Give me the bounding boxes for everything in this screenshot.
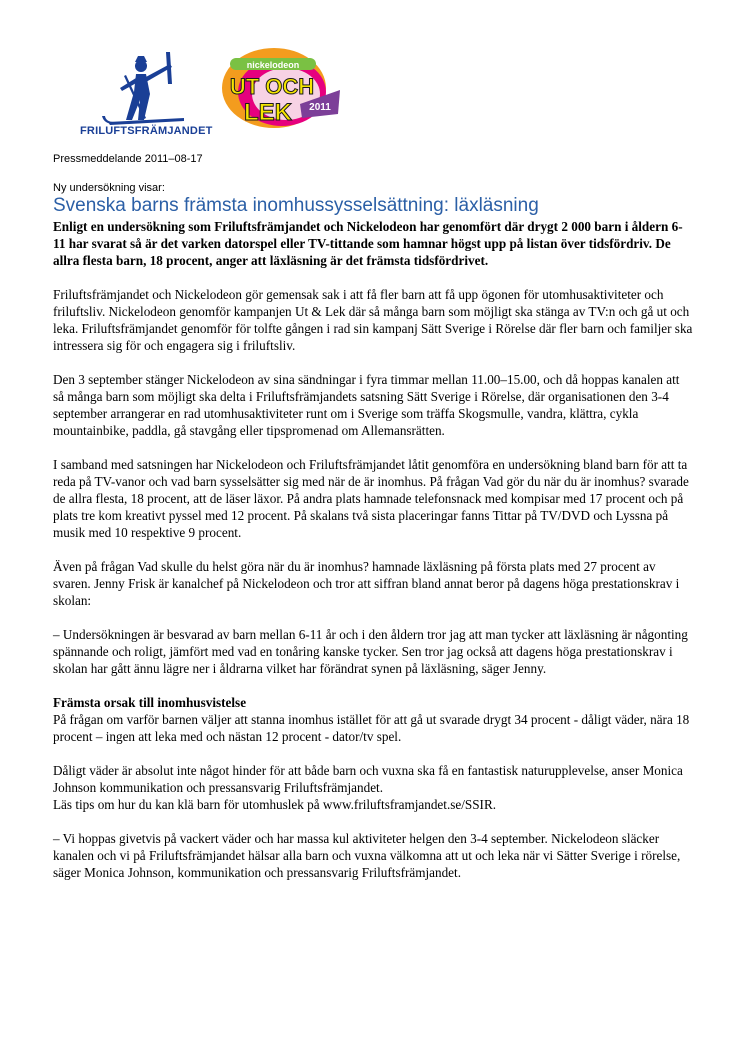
friluftsframjandet-wordmark: FRILUFTSFRÄMJANDET <box>80 125 213 137</box>
paragraph: Den 3 september stänger Nickelodeon av sina sändningar i fyra timmar mellan 11.00–15.00, och då hoppas kanalen att så många barn som möjligt ska delta i Friluftsfrämjandets satsning Sätt Sverige i Rörelse, där organisationen den 3-4 september arrangerar en rad utomhusaktiviteter runt om i Sverige som träffa Skogsmulle, vandra, klättra, cykla mountainbike, paddla, gå stavgång eller tipspromenad om Allemansrätten. <box>53 372 680 438</box>
nickelodeon-wordmark: nickelodeon <box>246 60 300 70</box>
tips-link-line: Läs tips om hur du kan klä barn för utomhuslek på www.friluftsframjandet.se/SSIR. <box>53 797 497 812</box>
quote-paragraph: – Undersökningen är besvarad av barn mellan 6-11 år och i den åldern tror jag att man tycker att läxläsning är någonting spännande och roligt, jämfört med vad en tonåring kanske tycker. Sen tror jag också att dagens höga prestationskrav i skolan har gått ännu lägre ner i åldrarna vilket har förändrat synen på läxläsning, säger Jenny. <box>53 627 688 676</box>
quote-paragraph: – Vi hoppas givetvis på vackert väder och har massa kul aktiviteter helgen den 3-4 september. Nickelodeon släcker kanalen och vi på Friluftsfrämjandet hälsar alla barn och vuxna välkomna att ut och leka när vi Sätter Sverige i rörelse, säger Monica Johnson, kommunikation och pressansvarig Friluftsfrämjandet. <box>53 831 681 880</box>
paragraph: På frågan om varför barnen väljer att stanna inomhus istället för att gå ut svarade drygt 34 procent - dåligt väder, nära 18 procent – ingen att leka med och nästan 12 procent - dator/tv spel. <box>53 712 690 744</box>
ut-och-lek-logo <box>216 44 346 134</box>
press-release-date: Pressmeddelande 2011–08-17 <box>53 153 203 165</box>
kicker: Ny undersökning visar: <box>53 182 165 194</box>
year-wordmark: 2011 <box>309 102 331 113</box>
article-body <box>53 218 693 898</box>
paragraph: Friluftsfrämjandet och Nickelodeon gör gemensak sak i att få fler barn att få upp ögonen för utomhusaktiviteter och friluftsliv. Nickelodeon genomför kampanjen Ut & Lek där så många barn som möjligt ska stänga av TV:n och gå ut och leka. Friluftsfrämjandet genomför för tolfte gången i rad sin kampanj Sätt Sverige i Rörelse där fler barn och familjer ska intressera sig för och engagera sig i friluftsliv. <box>53 287 693 353</box>
section-heading: Främsta orsak till inomhusvistelse <box>53 695 247 710</box>
paragraph: I samband med satsningen har Nickelodeon och Friluftsfrämjandet låtit genomföra en undersökning bland barn för att ta reda på TV-vanor och vad barn sysselsätter sig med när de är inomhus. På frågan Vad gör du när du är inomhus? svarade de allra flesta, 18 procent, att de läser läxor. På andra plats hamnade telefonsnack med kompisar med 17 procent och på plats tre kom kreativt pyssel med 12 procent. På skalans två sista placeringar fanns Tittar på TV/DVD och Lyssna på musik med 10 respektive 9 procent. <box>53 457 689 540</box>
paragraph: Dåligt väder är absolut inte något hinder för att både barn och vuxna ska få en fantastisk naturupplevelse, anser Monica Johnson kommunikation och pressansvarig Friluftsfrämjandet. <box>53 763 683 795</box>
lek-wordmark: LEK <box>244 99 292 126</box>
lead-paragraph: Enligt en undersökning som Friluftsfrämjandet och Nickelodeon har genomfört där drygt 2 000 barn i åldern 6-11 har svarat så är det varken datorspel eller TV-tittande som hamnar högst upp på listan över tidsfördriv. De allra flesta barn, 18 procent, anger att läxläsning är det främsta tidsfördrivet. <box>53 219 683 268</box>
headline: Svenska barns främsta inomhussysselsättning: läxläsning <box>53 195 539 216</box>
ut-och-wordmark: UT OCH <box>229 74 315 99</box>
paragraph: Även på frågan Vad skulle du helst göra när du är inomhus? hamnade läxläsning på första plats med 27 procent av svaren. Jenny Frisk är kanalchef på Nickelodeon och tror att siffran bland annat beror på dagens höga prestationskrav i skolan: <box>53 559 680 608</box>
